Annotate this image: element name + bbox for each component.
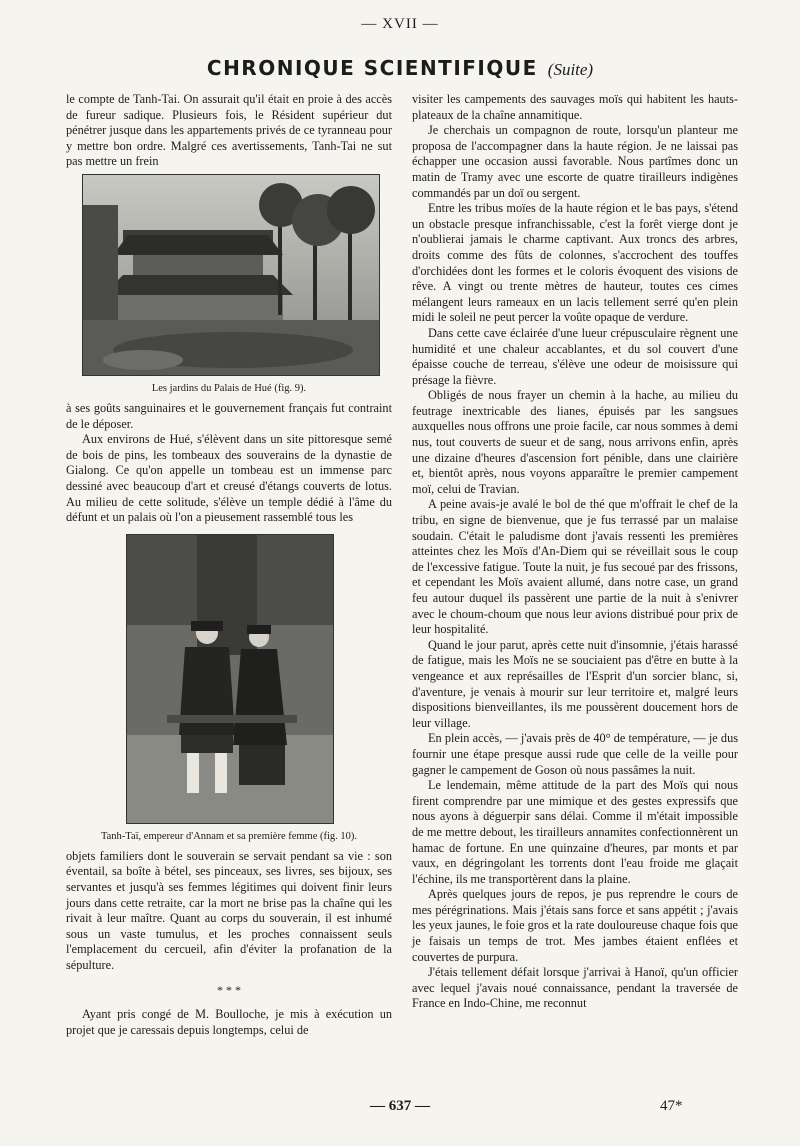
paragraph: à ses goûts sanguinaires et le gouvernement français fut contraint de le déposer. (66, 400, 392, 431)
paragraph: Je cherchais un compagnon de route, lorsqu'un planteur me proposa de l'accompagner dans la haute région. Je ne laissai pas échapper une occasion aussi favorable. Nous partîmes donc un matin de Tramy avec une escorte de quatre tirailleurs indigènes commandés par un doï ou sergent. (412, 123, 738, 200)
sheet-number: 47* (660, 1098, 683, 1114)
paragraph: A peine avais-je avalé le bol de thé que m'offrait le chef de la tribu, en signe de bienvenue, que je fus terrassé par un malaise soudain. C'était le paludisme dont j'avais ressenti les premières atteintes chez les Moïs d'An-Diem qui se réveillait sous le coup de l'excessive fatigue. Toute la nuit, je fus secoué par des frissons, et cependant les Moïs avaient allumé, dans notre case, un grand feu autour duquel ils passèrent une partie de la nuit à s'enivrer avec le choum-choum que nous leur avions distribué pour prix de leur hospitalité. (412, 497, 738, 637)
paragraph: visiter les campements des sauvages moïs qui habitent les hauts-plateaux de la chaîne annamitique. (412, 92, 738, 122)
section-separator: * * * (217, 983, 241, 998)
emperor-portrait-image (127, 535, 333, 823)
paragraph: Entre les tribus moïes de la haute région et le bas pays, s'étend un obstacle presque infranchissable, c'est la forêt vierge dont je n'oublierai jamais le charme captivant. Aux troncs des arbres, droits comme des fûts de colonnes, s'accrochent des touffes d'orchidées dont les formes et le coloris évoquent des visions de rêve. A vingt ou trente mètres de hauteur, toutes ces cimes mélangent leurs rameaux en un lacis tellement serré qu'en plein midi le soleil ne peut percer la voûte opaque de verdure. (412, 201, 738, 325)
right-column (412, 92, 738, 1012)
paragraph: Obligés de nous frayer un chemin à la hache, au milieu du feutrage inextricable des lianes, épuisés par les sangsues auxquelles nous offrons une proie facile, car nous sommes à demi nus, tout couverts de sueur et de sang, nous arrivons enfin, après une dizaine d'heures d'ascension fort pénible, dans une clairière et, bientôt après, nous voyons apparaître le premier campement moï, celui de Travian. (412, 388, 738, 496)
paragraph: Le lendemain, même attitude de la part des Moïs qui nous firent comprendre par une mimique et des gestes expressifs que nous ayons à déguerpir sans délai. Comme il m'était impossible de me mettre debout, les tirailleurs annamites confectionnèrent un hamac de fortune. En une quinzaine d'heures, par monts et par vaux, en dégringolant les torrents dont l'eau froide me glaçait l'échine, ils me transportèrent dans la plaine. (412, 778, 738, 886)
paragraph: Après quelques jours de repos, je pus reprendre le cours de mes pérégrinations. Mais j'étais sans force et sans appétit ; j'avais les yeux jaunes, le foie gros et la rate douloureuse chaque fois que je faisais un temps de trot. Mes jambes étaient enflées et couvertes de purpura. (412, 887, 738, 964)
figure-9-caption: Les jardins du Palais de Hué (fig. 9). (151, 382, 307, 394)
paragraph: le compte de Tanh-Tai. On assurait qu'il était en proie à des accès de fureur sadique. Plusieurs fois, le Résident supérieur dut pénétrer jusque dans les appartements privés de ce tyranneau pour y mettre bon ordre. Malgré ces avertissements, Tanh-Tai ne sut pas mettre un frein (66, 92, 392, 169)
figure-10-caption: Tanh-Taï, empereur d'Annam et sa première femme (fig. 10). (100, 830, 358, 842)
figure-9 (66, 174, 392, 395)
page-roman-number: — XVII — (361, 16, 439, 32)
title-suffix: (Suite) (547, 60, 594, 79)
paragraph: Quand le jour parut, après cette nuit d'insomnie, j'étais harassé de fatigue, mais les Moïs ne se souciaient pas d'être en butte à la vengeance et aux représailles de l'Esprit d'un sorcier blanc, si, d'aventure, je venais à mourir sur leur territoire et, malgré leurs dispositions bienveillantes, ils me poussèrent doucement hors de leur village. (412, 637, 738, 730)
palace-garden-image (83, 175, 379, 375)
figure-10 (66, 534, 392, 843)
page-title (0, 56, 800, 80)
emperor-portrait-photo (126, 534, 334, 824)
left-column (66, 92, 392, 1038)
page-number: — 637 — (370, 1098, 430, 1114)
paragraph: Ayant pris congé de M. Boulloche, je mis à exécution un projet que je caressais depuis longtemps, celui de (66, 1007, 392, 1037)
paragraph: J'étais tellement défait lorsque j'arrivai à Hanoï, qu'un officier avec lequel j'avais noué connaissance, pendant la traversée de France en Indo-Chine, me reconnut (412, 965, 738, 1011)
paragraph: Aux environs de Hué, s'élèvent dans un site pittoresque semé de bois de pins, les tombeaux des souverains de la dynastie de Gialong. Ce qu'on appelle un tombeau est un immense parc dessiné avec beaucoup d'art et creusé d'étangs couverts de lotus. Au milieu de cette solitude, s'élève un temple dédié à l'âme du défunt et un palais où l'on a pieusement rassemblé tous les (66, 432, 392, 525)
paragraph: Dans cette cave éclairée d'une lueur crépusculaire règnent une humidité et une chaleur accablantes, et du sol couvert d'une épaisse couche de terreau, s'élève une odeur de moisissure qui présage la fièvre. (412, 325, 738, 387)
paragraph: En plein accès, — j'avais près de 40° de température, — je dus fournir une étape presque aussi rude que celle de la veille pour gagner le campement de Goson où nous passâmes la nuit. (412, 731, 738, 777)
paragraph: objets familiers dont le souverain se servait pendant sa vie : son éventail, sa boîte à bétel, ses pinceaux, ses livres, ses bijoux, ses servantes et jusqu'à ses femmes légitimes qui doivent finir leurs jours dans cette retraite, car la mort ne brise pas la chaîne qui les rivait à leur maître. Quant au corps du souverain, il est inhumé sous un vaste tumulus, et les proches connaissent seuls l'emplacement du cercueil, afin d'éviter la profanation de la sépulture. (66, 848, 392, 972)
palace-garden-photo (82, 174, 380, 376)
title-main: CHRONIQUE SCIENTIFIQUE (206, 56, 538, 80)
